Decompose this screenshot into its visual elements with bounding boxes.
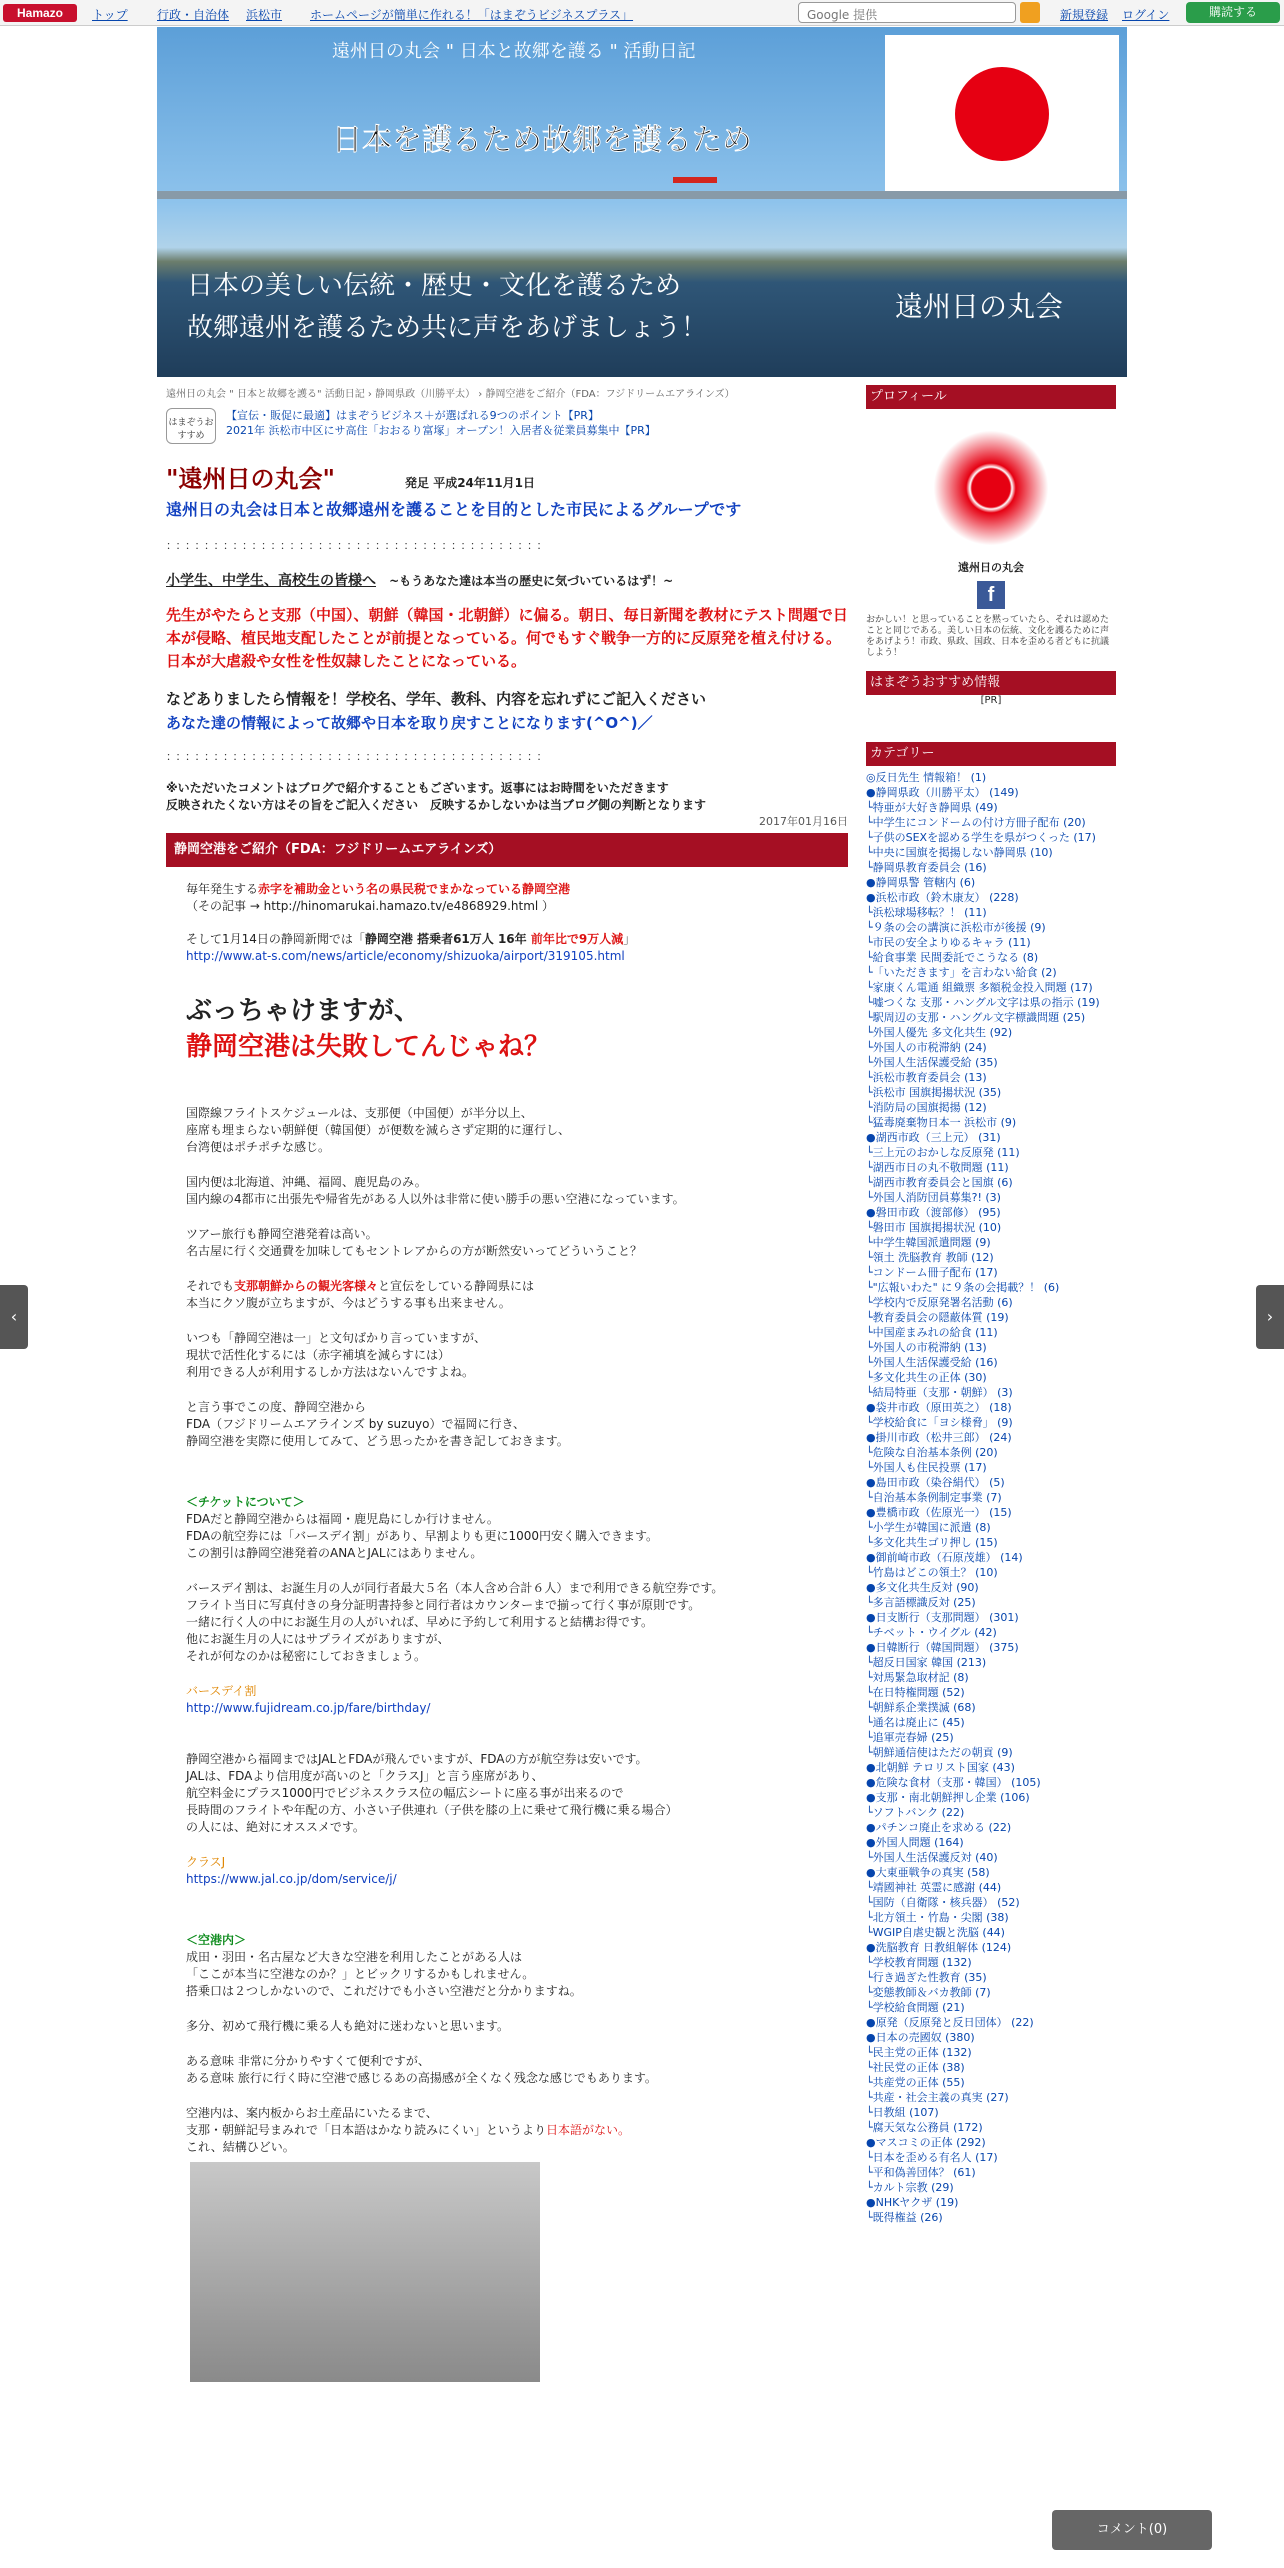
category-item[interactable]: └多文化共生ゴリ押し (15) [866, 1536, 998, 1549]
category-item[interactable]: ●多文化共生反対 (90) [866, 1581, 979, 1594]
category-item[interactable]: └危険な自治基本条例 (20) [866, 1446, 998, 1459]
category-item[interactable]: └結局特亜（支那・朝鮮） (3) [866, 1386, 1013, 1399]
banner-line2: 故郷遠州を護るため共に声をあげましょう！ [187, 313, 708, 343]
return-text: あなた達の情報によって故郷や日本を取り戻すことになります(^O^)／ [166, 714, 653, 732]
category-item[interactable]: └市民の安全よりゆるキャラ (11) [866, 936, 1031, 949]
category-item[interactable]: └中学生韓国派遣問題 (9) [866, 1236, 991, 1249]
birthday-link[interactable]: http://www.fujidream.co.jp/fare/birthday/ [186, 1701, 431, 1715]
profile-name: 遠州日の丸会 [958, 561, 1024, 574]
japan-flag-image [885, 35, 1119, 193]
category-item[interactable]: └カルト宗教 (29) [866, 2181, 954, 2194]
category-item[interactable]: └静岡県教育委員会 (16) [866, 861, 987, 874]
category-item[interactable]: └浜松市教育委員会 (13) [866, 1071, 987, 1084]
category-item[interactable]: └外国人消防団員募集?! (3) [866, 1191, 1001, 1204]
search-button[interactable] [1020, 2, 1040, 23]
pr-link-2[interactable]: 2021年 浜松市中区にサ高住「おおるり富塚」オープン！入居者＆従業員募集中【PR】 [226, 424, 656, 437]
category-item[interactable]: └外国人の市税滞納 (13) [866, 1341, 987, 1354]
search-input[interactable]: Google 提供 [798, 2, 1016, 23]
category-item[interactable]: └外国人生活保護受給 (35) [866, 1056, 998, 1069]
category-item[interactable]: ●日支断行（支那問題） (301) [866, 1611, 1019, 1624]
category-item[interactable]: └コンドーム冊子配布 (17) [866, 1266, 998, 1279]
category-item[interactable]: └在日特権問題 (52) [866, 1686, 965, 1699]
subscribe-button[interactable]: 購読する [1186, 2, 1280, 23]
category-item[interactable]: ●湖西市政（三上元） (31) [866, 1131, 1001, 1144]
news-link[interactable]: http://www.at-s.com/news/article/economy/shizuoka/airport/319105.html [186, 949, 625, 963]
category-item[interactable]: └既得権益 (26) [866, 2211, 943, 2224]
category-item[interactable]: ●磐田市政（渡部修） (95) [866, 1206, 1001, 1219]
request-text: などありましたら情報を！学校名、学年、教科、内容を忘れずにご記入ください [166, 690, 707, 708]
category-item[interactable]: └領土 洗脳教育 教師 (12) [866, 1251, 994, 1264]
category-item[interactable]: └民主党の正体 (132) [866, 2046, 972, 2059]
category-item[interactable]: └多文化共生の正体 (30) [866, 1371, 987, 1384]
header-banner [157, 27, 1127, 377]
category-item[interactable]: ●御前崎市政（石原茂雄） (14) [866, 1551, 1023, 1564]
category-item[interactable]: └小学生が韓国に派遣 (8) [866, 1521, 991, 1534]
category-item[interactable]: └消防局の国旗掲揚 (12) [866, 1101, 987, 1114]
category-item[interactable]: └学校内で反原発署名活動 (6) [866, 1296, 1013, 1309]
post-title[interactable]: 静岡空港をご紹介（FDA：フジドリームエアラインズ） [166, 833, 848, 867]
category-item[interactable]: └靖國神社 英霊に感謝 (44) [866, 1881, 1002, 1894]
banner-name: 遠州日の丸会 [895, 290, 1064, 323]
category-item[interactable]: └共産党の正体 (55) [866, 2076, 965, 2089]
category-item[interactable]: └外国人も住民投票 (17) [866, 1461, 987, 1474]
recommend-heading: はまぞうおすすめ情報 [866, 671, 1116, 695]
ticket-heading: ＜チケットについて＞ [186, 1495, 305, 1509]
category-item[interactable]: └日本を歪める有名人 (17) [866, 2151, 998, 2164]
classj-link[interactable]: https://www.jal.co.jp/dom/service/j/ [186, 1872, 397, 1886]
category-item[interactable]: ●原発（反原発と反日団体） (22) [866, 2016, 1034, 2029]
category-item[interactable]: ●大東亜戦争の真実 (58) [866, 1866, 990, 1879]
category-item[interactable]: └教育委員会の隠蔽体質 (19) [866, 1311, 1009, 1324]
post-body: 毎年発生する赤字を補助金という名の県民税でまかなっている静岡空港 （その記事 → http://hinomarukai.hamazo.tv/e4868929.html ） そして1月14日の静岡新聞では「静岡空港 搭乗者61万人 16年 前年比で9万人減」 http://www.at-s.com/news/article/economy/shizuoka/airport/319105.html ぶっちゃけますが、 静岡空港は失敗してんじゃね？ 国際線フライトスケジュールは、支那便（中国便）が半分以上、 座席も埋まらない朝鮮便（韓国便）が便数を減らさず定期的に運行し、 台湾便はポチポチな感じ。 国内便は北海道、沖縄、福岡、鹿児島のみ。 国内線の4都市に出張先や帰省先がある人以外は非常に使い勝手の悪い空港になっています。 ツアー旅行も静岡空港発着は高い。 名古屋に行く交通費を加味してもセントレアからの方が断然安いってどういうこと？ それでも支那朝鮮からの観光客様々と宣伝をしている静岡県には 本当にクソ腹が立ちますが、今はどうする事も出来ません。 いつも「静岡空港は一」と文句ばかり言っていますが、 現状で活性化するには（赤字補填を減らすには） 利用できる人が利用するしか方法はないんですよね。 と言う事でこの度、静岡空港から FDA（フジドリームエアラインズ by suzuyo）で福岡に行き、 静岡空港を実際に使用してみて、どう思ったかを書き記しておきます。 ＜チケットについて＞ FDAだと静岡空港からは福岡・鹿児島にしか行けません。 FDAの航空券には「バースデイ割」があり、早割よりも更に1000円安く購入できます。 この割引は静岡空港発着のANAとJALにはありません。 バースデイ割は、お誕生月の人が同行者最大５名（本人含め合計６人）まで利用できる航空券です。 フライト当日に写真付きの身分証明書持参と同行者はカウンターまで揃って行く事が原則です。 一緒に行く人の中にお誕生月の人がいれば、早めに予約して利用すると結構お得です。 他にお誕生月の人にはサプライズがありますが、 それが何なのかは秘密にしておきましょう。 バースデイ割 http://www.fujidream.co.jp/fare/birthday/ 静岡空港から福岡まではJALとFDAが飛んでいますが、FDAの方が航空券は安いです。 JALは、FDAより信用度が高いのと「クラスJ」と言う座席があり、 航空料金にプラス1000円でビジネスクラス位の幅広シートに座る事が出来るので 長時間のフライトや年配の方、小さい子供連れ（子供を膝の上に乗せて飛行機に乗る場合） の人には、絶対にオススメです。 クラスJ https://www.jal.co.jp/dom/service/j/ ＜空港内＞ 成田・羽田・名古屋など大きな空港を利用したことがある人は 「ここが本当に空港なのか？」とビックリするかもしれません。 搭乗口は２つしかないので、これだけでも小さい空港だと分かりますね。 多分、初めて飛行機に乗る人も絶対に迷わないと思います。 ある意味 非常に分かりやすくて便利ですが、 ある意味 旅行に行く時に空港で感じるあの高揚感が全くなく残念な感じでもあります。 空港内は、案内板からお土産品にいたるまで、 支那・朝鮮記号まみれで「日本語はかなり読みにくい」というより日本語がない。 これ、結構ひどい。 [166, 881, 848, 2382]
profile-text: おかしい！と思っていることを黙っていたら、それは認めたことと同じである。美しい日本の伝統、文化を護るために声をあげよう！市政、県政、国政、日本を歪める者どもに抗議しよう！ [866, 615, 1110, 658]
category-item[interactable]: └朝鮮通信使はただの朝貢 (9) [866, 1746, 1013, 1759]
category-item[interactable]: └腐天気な公務員 (172) [866, 2121, 983, 2134]
link-government[interactable]: 行政・自治体 [157, 8, 230, 22]
category-item[interactable]: ●パチンコ廃止を求める (22) [866, 1821, 1012, 1834]
category-item[interactable]: ●静岡県政（川勝平太） (149) [866, 786, 1019, 799]
category-item[interactable]: └猛毒廃棄物日本一 浜松市 (9) [866, 1116, 1017, 1129]
category-item[interactable]: ●支那・南北朝鮮押し企業 (106) [866, 1791, 1030, 1804]
profile-heading: プロフィール [866, 385, 1116, 409]
category-item[interactable]: └国防（自衛隊・核兵器） (52) [866, 1896, 1020, 1909]
category-item[interactable]: └中国産まみれの給食 (11) [866, 1326, 998, 1339]
category-item[interactable]: └外国人優先 多文化共生 (92) [866, 1026, 1013, 1039]
breadcrumb[interactable]: 遠州日の丸会 " 日本と故郷を護る" 活動日記 › 静岡県政（川勝平太） › 静岡空港をご紹介（FDA：フジドリームエアラインズ） [166, 389, 735, 400]
category-item[interactable]: ◎反日先生 情報箱！ (1) [866, 771, 987, 784]
register-link[interactable]: 新規登録 [1060, 8, 1109, 22]
category-item[interactable]: ●掛川市政（松井三郎） (24) [866, 1431, 1012, 1444]
category-item[interactable]: └９条の会の講演に浜松市が後援 (9) [866, 921, 1046, 934]
category-item[interactable]: └対馬緊急取材記 (8) [866, 1671, 969, 1684]
category-item[interactable]: ●静岡県警 管轄内 (6) [866, 876, 976, 889]
category-item[interactable]: └通名は廃止に (45) [866, 1716, 965, 1729]
prev-arrow-icon[interactable]: ‹ [0, 1285, 28, 1349]
category-item[interactable]: └自治基本条例制定事業 (7) [866, 1491, 1002, 1504]
category-item[interactable]: └行き過ぎた性教育 (35) [866, 1971, 987, 1984]
category-item[interactable]: ●島田市政（染谷絹代） (5) [866, 1476, 1005, 1489]
pr-label: はまぞうおすすめ [166, 408, 216, 444]
category-item[interactable]: └外国人の市税滞納 (24) [866, 1041, 987, 1054]
category-item[interactable]: ●洗脳教育 日教組解体 (124) [866, 1941, 1012, 1954]
category-item[interactable]: └三上元のおかしな反原発 (11) [866, 1146, 1020, 1159]
link-homepage-promo[interactable]: ホームページが簡単に作れる！「はまぞうビジネスプラス」 [310, 8, 634, 22]
category-item[interactable]: ●日本の売國奴 (380) [866, 2031, 975, 2044]
category-item[interactable]: └湖西市日の丸不敬問題 (11) [866, 1161, 1009, 1174]
category-item[interactable]: └超反日国家 韓国 (213) [866, 1656, 987, 1669]
category-item[interactable]: ●北朝鮮 テロリスト国家 (43) [866, 1761, 1015, 1774]
category-item[interactable]: └湖西市教育委員会と国旗 (6) [866, 1176, 1013, 1189]
category-item[interactable]: └変態教師＆バカ教師 (7) [866, 1986, 991, 1999]
divider: ：：：：：：：：：：：：：：：：：：：：：：：：：：：：：：：：：：：：：：：： [166, 539, 552, 552]
link-top[interactable]: トップ [92, 8, 128, 22]
category-item[interactable]: ●袋井市政（原田英之） (18) [866, 1401, 1012, 1414]
category-item[interactable]: ●日韓断行（韓国問題） (375) [866, 1641, 1019, 1654]
pr-link-1[interactable]: 【宣伝・販促に最適】はまぞうビジネス＋が選ばれる9つのポイント【PR】 [226, 409, 599, 422]
main-column [166, 385, 848, 2382]
category-item[interactable]: └追軍売春婦 (25) [866, 1731, 954, 1744]
post-date: 2017年01月16日 [759, 815, 848, 828]
category-item[interactable]: └社民党の正体 (38) [866, 2061, 965, 2074]
category-item[interactable]: └北方領土・竹島・尖閣 (38) [866, 1911, 1009, 1924]
category-item[interactable]: └平和偽善団体？ (61) [866, 2166, 976, 2179]
comment-note-2: 反映されたくない方はその旨をご記入ください 反映するかしないかは当ブログ側の判断となります [166, 798, 707, 812]
category-heading: カテゴリー [866, 742, 1116, 766]
category-item[interactable]: └学校給食に「ヨシ様脅」 (9) [866, 1416, 1013, 1429]
torii-graphic [673, 177, 717, 219]
top-bar [0, 0, 1284, 26]
group-title: "遠州日の丸会" [166, 464, 336, 493]
group-lead: 遠州日の丸会は日本と故郷遠州を護ることを目的とした市民によるグループです [166, 500, 742, 519]
category-item[interactable]: ●外国人問題 (164) [866, 1836, 964, 1849]
category-item[interactable]: └中央に国旗を掲揚しない静岡県 (10) [866, 846, 1053, 859]
category-item[interactable]: └学校教育問題 (132) [866, 1956, 972, 1969]
category-item[interactable]: └竹島はどこの領土？ (10) [866, 1566, 998, 1579]
comment-button[interactable]: コメント(0) [1052, 2510, 1212, 2550]
warning-text: 先生がやたらと支那（中国）、朝鮮（韓国・北朝鮮）に偏る。朝日、毎日新聞を教材にテスト問題で日本が侵略、植民地支配したことが前提となっている。何でもすぐ戦争一方的に反原発を植え付ける。日本が大虐殺や女性を性奴隷したことになっている。 [166, 606, 848, 670]
category-item[interactable]: └チベット・ウイグル (42) [866, 1626, 997, 1639]
category-item[interactable]: └給食事業 民間委託でこうなる (8) [866, 951, 1039, 964]
category-item[interactable]: └朝鮮系企業撲滅 (68) [866, 1701, 976, 1714]
category-item[interactable]: └「いただきます」を言わない給食 (2) [866, 966, 1057, 979]
category-item[interactable]: ●危険な食材（支那・韓国） (105) [866, 1776, 1041, 1789]
login-link[interactable]: ログイン [1122, 8, 1170, 22]
category-item[interactable]: └"広報いわた" に９条の会掲載？！ (6) [866, 1281, 1060, 1294]
category-item[interactable]: └外国人生活保護反対 (40) [866, 1851, 998, 1864]
category-item[interactable]: └子供のSEXを認める学生を県がつくった (17) [866, 831, 1096, 844]
category-item[interactable]: ●マスコミの正体 (292) [866, 2136, 986, 2149]
category-item[interactable]: └日教組 (107) [866, 2106, 939, 2119]
category-item[interactable]: └WGIP自虐史観と洗脳 (44) [866, 1926, 1005, 1939]
category-item[interactable]: └学校給食問題 (21) [866, 2001, 965, 2014]
category-item[interactable]: └多言語標識反対 (25) [866, 1596, 976, 1609]
recommend-pr[interactable]: [PR] [980, 695, 1002, 706]
category-item[interactable]: └共産・社会主義の真実 (27) [866, 2091, 1009, 2104]
bridge-graphic [157, 191, 1127, 199]
profile-avatar [921, 423, 1061, 553]
category-list [866, 770, 1116, 2225]
category-item[interactable]: └駅周辺の支那・ハングル文字標識問題 (25) [866, 1011, 1086, 1024]
link-hamamatsu[interactable]: 浜松市 [246, 8, 283, 22]
comment-note-1: ※いただいたコメントはブログで紹介することもございます。返事にはお時間をいただきます [166, 781, 669, 795]
airport-photo [190, 2162, 540, 2382]
divider-2: ：：：：：：：：：：：：：：：：：：：：：：：：：：：：：：：：：：：：：：：： [166, 750, 552, 763]
students-heading: 小学生、中学生、高校生の皆様へ [166, 573, 376, 589]
category-item[interactable]: ●浜松市政（鈴木康友） (228) [866, 891, 1019, 904]
category-item[interactable]: └外国人生活保護受給 (16) [866, 1356, 998, 1369]
category-item[interactable]: ●豊橋市政（佐原光一） (15) [866, 1506, 1012, 1519]
banner-header: 遠州日の丸会 " 日本と故郷を護る " 活動日記 [332, 41, 696, 62]
category-item[interactable]: └磐田市 国旗掲揚状況 (10) [866, 1221, 1002, 1234]
banner-slogan: 日本を護るため故郷を護るため [332, 123, 752, 158]
hamazo-logo[interactable]: Hamazo [3, 4, 77, 22]
founded-date: 発足 平成24年11月1日 [405, 476, 535, 490]
category-item[interactable]: ●NHKヤクザ (19) [866, 2196, 959, 2209]
category-item[interactable]: └浜松球場移転？！ (11) [866, 906, 987, 919]
category-item[interactable]: └中学生にコンドームの付け方冊子配布 (20) [866, 816, 1086, 829]
category-item[interactable]: └嘘つくな 支那・ハングル文字は県の指示 (19) [866, 996, 1100, 1009]
category-item[interactable]: └特亜が大好き静岡県 (49) [866, 801, 998, 814]
inside-heading: ＜空港内＞ [186, 1933, 247, 1947]
banner-line1: 日本の美しい伝統・歴史・文化を護るため [187, 271, 682, 301]
category-item[interactable]: └浜松市 国旗掲揚状況 (35) [866, 1086, 1002, 1099]
category-item[interactable]: └家康くん電通 組織票 多額税金投入問題 (17) [866, 981, 1093, 994]
facebook-icon[interactable]: f [977, 581, 1005, 609]
students-sub: ~もうあなた達は本当の歴史に気づいているはず！~ [389, 574, 674, 588]
next-arrow-icon[interactable]: › [1256, 1285, 1284, 1349]
category-item[interactable]: └ソフトバンク (22) [866, 1806, 965, 1819]
sidebar [866, 385, 1116, 2225]
